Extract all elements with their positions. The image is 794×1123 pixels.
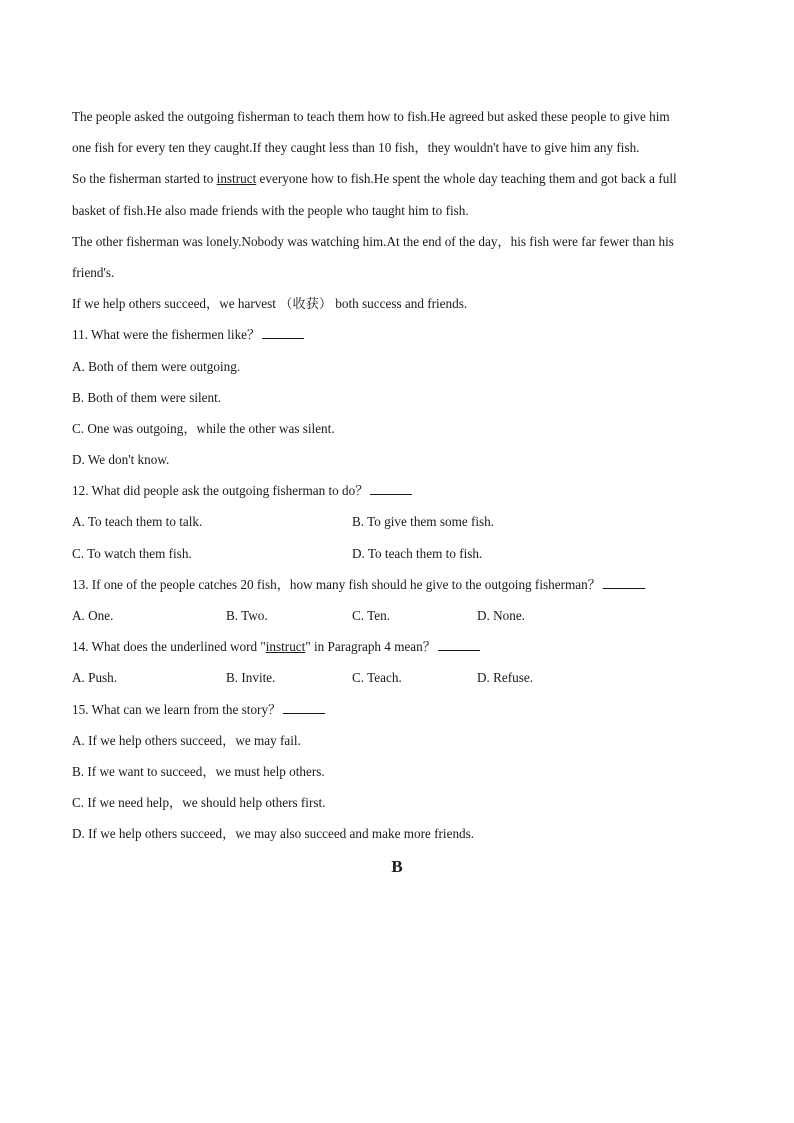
option-d: D. If we help others succeed，we may also succeed and make more friends. <box>72 826 475 842</box>
answer-blank[interactable] <box>370 482 412 495</box>
passage-text: So the fisherman started to <box>72 171 217 187</box>
answer-blank[interactable] <box>438 638 480 651</box>
question-text: 12. What did people ask the outgoing fisherman to do？ <box>72 483 369 499</box>
passage-line <box>72 163 722 194</box>
question-stem <box>72 694 722 725</box>
passage-line: basket of fish.He also made friends with the people who taught him to fish. <box>72 202 469 218</box>
answer-blank[interactable] <box>283 701 325 714</box>
option-c: C. One was outgoing，while the other was silent. <box>72 420 335 436</box>
option-c: C. If we need help，we should help others first. <box>72 795 326 811</box>
underlined-word: instruct <box>216 171 257 187</box>
answer-blank[interactable] <box>603 576 645 589</box>
options-row <box>72 538 722 569</box>
option-a: A. Both of them were outgoing. <box>72 358 241 374</box>
option-c: C. To watch them fish. <box>72 545 192 561</box>
passage-line: If we help others succeed，we harvest （收获） both success and friends. <box>72 296 468 312</box>
answer-blank[interactable] <box>262 326 304 339</box>
question-text: " in Paragraph 4 mean？ <box>305 639 436 655</box>
option-a: A. Push. <box>72 670 118 686</box>
question-stem <box>72 319 722 350</box>
option-b: B. To give them some fish. <box>352 514 495 530</box>
option-c: C. Teach. <box>352 670 402 686</box>
option-b: B. Two. <box>226 608 268 623</box>
question-text: 14. What does the underlined word " <box>72 639 266 655</box>
section-heading: B <box>391 857 403 876</box>
passage-line: friend's. <box>72 264 115 280</box>
passage-line: The other fisherman was lonely.Nobody was watching him.At the end of the day，his fish were far fewer than his <box>72 233 674 249</box>
options-row <box>72 506 722 537</box>
passage-line: The people asked the outgoing fisherman to teach them how to fish.He agreed but asked these people to give him <box>72 109 670 124</box>
option-d: D. None. <box>477 608 525 623</box>
question-stem <box>72 475 722 506</box>
option-b: B. If we want to succeed，we must help others. <box>72 763 325 779</box>
reading-content <box>72 101 722 850</box>
option-a: A. To teach them to talk. <box>72 514 203 530</box>
option-d: D. Refuse. <box>477 670 534 686</box>
options-row <box>72 662 722 693</box>
question-text: 13. If one of the people catches 20 fish，how many fish should he give to the outgoing fisherman？ <box>72 576 601 592</box>
option-a: A. If we help others succeed，we may fail. <box>72 732 301 748</box>
option-a: A. One. <box>72 608 114 623</box>
question-text: 15. What can we learn from the story？ <box>72 701 282 717</box>
option-b: B. Invite. <box>226 670 276 686</box>
underlined-word: instruct <box>265 639 306 655</box>
option-c: C. Ten. <box>352 608 391 623</box>
option-d: D. We don't know. <box>72 452 170 468</box>
question-stem <box>72 569 722 600</box>
options-row <box>72 600 722 631</box>
question-text: 11. What were the fishermen like？ <box>72 327 261 343</box>
option-b: B. Both of them were silent. <box>72 389 222 405</box>
question-stem <box>72 631 722 662</box>
option-d: D. To teach them to fish. <box>352 545 483 561</box>
passage-text: everyone how to fish.He spent the whole day teaching them and got back a full <box>256 171 677 187</box>
passage-line: one fish for every ten they caught.If they caught less than 10 fish，they wouldn't have to give him any fish. <box>72 140 640 156</box>
